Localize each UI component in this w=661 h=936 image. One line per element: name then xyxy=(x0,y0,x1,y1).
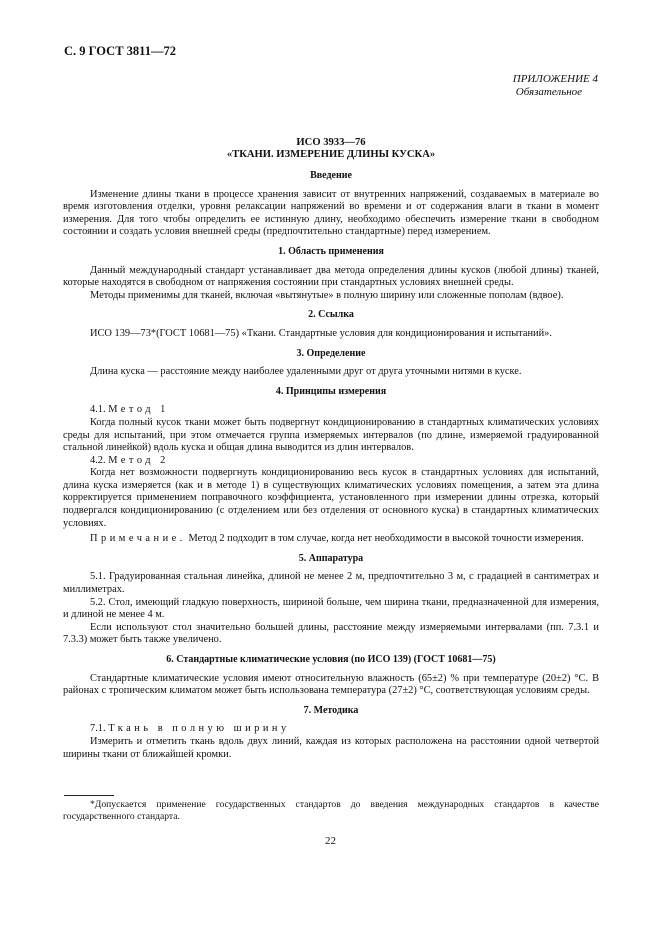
method-2-title: Метод 2 xyxy=(108,454,169,466)
s3-paragraph: Длина куска — расстояние между наиболее удаленными друг от друга уточными нитями в куске. xyxy=(90,366,522,378)
s7-paragraph: Измерить и отметить ткань вдоль двух линий, каждая из которых расположена на расстоянии одной четвертой ширины ткани от ближайшей кромки. xyxy=(63,735,599,760)
method-1-title: Метод 1 xyxy=(108,404,169,416)
appendix-number: ПРИЛОЖЕНИЕ 4 xyxy=(512,73,598,85)
footnote-rule xyxy=(64,795,114,796)
note-paragraph xyxy=(63,533,599,546)
title-name: «ТКАНИ. ИЗМЕРЕНИЕ ДЛИНЫ КУСКА» xyxy=(226,149,436,160)
appendix-status: Обязательное xyxy=(515,86,583,98)
s7-number: 7.1. xyxy=(90,723,106,735)
method-2-heading xyxy=(63,455,599,468)
footnote: *Допускается применение государственных стандартов до введения международных стандартов в качестве государственного стандарта. xyxy=(63,799,599,822)
method-1-number: 4.1. xyxy=(90,404,106,416)
method-2-number: 4.2. xyxy=(90,454,106,466)
section-heading-7: 7. Методика xyxy=(303,704,359,716)
s1-paragraph-2: Методы применимы для тканей, включая «вытянутые» в полную ширину или сложенные пополам (вдвое). xyxy=(90,289,564,301)
section-heading-1: 1. Область применения xyxy=(278,245,384,257)
s7-subheading xyxy=(63,723,599,736)
section-heading-3: 3. Определение xyxy=(296,347,366,359)
title-standard: ИСО 3933—76 xyxy=(296,137,366,148)
s2-paragraph: ИСО 139—73*(ГОСТ 10681—75) «Ткани. Стандартные условия для кондиционирования и испытаний». xyxy=(90,327,552,339)
note-text: Метод 2 подходит в том случае, когда нет необходимости в высокой точности измерения. xyxy=(188,533,584,545)
page-number: 22 xyxy=(325,835,336,847)
document-body xyxy=(63,137,599,761)
s1-paragraph-1: Данный международный стандарт устанавливает два метода определения длины кусков (любой длины) тканей, которые находятся в свободном от напряжения состоянии при стандартных условиях внешней среды. xyxy=(63,264,599,289)
section-heading-6: 6. Стандартные климатические условия (по ИСО 139) (ГОСТ 10681—75) xyxy=(166,654,496,665)
s6-paragraph: Стандартные климатические условия имеют относительную влажность (65±2) % при температуре (20±2) °С. В районах с тропическим климатом может быть использована температура (27±2) °С, соответствующая условиям среды. xyxy=(63,672,599,697)
method-1-text: Когда полный кусок ткани может быть подвергнут кондиционированию в стандартных климатических условиях среды для испытаний, при этом отмечается группа измеряемых интервалов (по длине, измеряемой градуированной стальной линейкой) вдоль куска и общая длина выводится из длин интервалов. xyxy=(63,416,599,454)
document-title xyxy=(63,137,599,161)
intro-paragraph: Изменение длины ткани в процессе хранения зависит от внутренних напряжений, создаваемых в материале во время изготовления отделки, уровня релаксации напряжений во времени и от содержания влаги в ткани в момент измерения. Для того чтобы определить ее истинную длину, необходимо обеспечить измерение ткани в свободном состоянии и создать условия внешней среды (предпочтительно стандартные) перед измерением. xyxy=(63,188,599,238)
s7-subtitle: Ткань в полную ширину xyxy=(108,723,290,735)
running-head: С. 9 ГОСТ 3811—72 xyxy=(64,44,176,58)
section-heading-5: 5. Аппаратура xyxy=(298,552,364,564)
section-heading-2: 2. Ссылка xyxy=(308,309,354,321)
s5-paragraph-3: Если используют стол значительно большей длины, расстояние между измеряемыми интервалами (пп. 7.3.1 и 7.3.3) может быть также увеличено. xyxy=(63,621,599,646)
section-heading-intro: Введение xyxy=(310,170,352,181)
method-1-heading xyxy=(63,404,599,417)
s5-paragraph-2: 5.2. Стол, имеющий гладкую поверхность, шириной больше, чем ширина ткани, предназначенной для измерения, и длиной не менее 4 м. xyxy=(63,596,599,621)
note-label: Примечание. xyxy=(90,533,186,545)
appendix-label xyxy=(513,73,598,99)
s5-paragraph-1: 5.1. Градуированная стальная линейка, длиной не менее 2 м, предпочтительно 3 м, с градацией в сантиметрах и миллиметрах. xyxy=(63,571,599,596)
section-heading-4: 4. Принципы измерения xyxy=(275,385,387,397)
method-2-text: Когда нет возможности подвергнуть кондиционированию весь кусок в стандартных условиях для испытаний, длина куска измеряется (как и в методе 1) в существующих климатических условиях помещения, а затем эта длина корректируется применением поправочного коэффициента, установленного при измерении длины отрезка, который подвергался кондиционированию (с отделением или без отделения от основного куска) в стандартных климатических условиях. xyxy=(63,467,599,529)
